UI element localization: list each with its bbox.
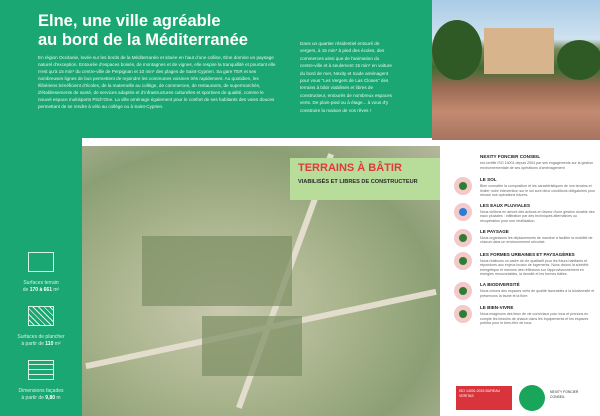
terrains-banner	[290, 158, 440, 200]
stat-unit: m²	[51, 287, 60, 293]
section-text: Nous imaginons des lieux de vie conviviaux pour tous et prenons en compte les besoins de chacun dans les équipements et les espaces publics pour le bien-être de tous.	[480, 311, 589, 326]
soil-icon	[454, 177, 472, 195]
section-formes	[480, 252, 596, 277]
section-sol	[480, 177, 596, 198]
row-eaux	[454, 203, 596, 224]
side-text: Dans un quartier résidentiel entouré de vergers, à 15 min* à pied des écoles, des commerces ainsi que de l'animation du centre-ville et à seulement 15 min* en voiture du bord de mer, Nexity et Icade aménagent pour vous "Les Vergers de Las Closes" des terrains à bâtir viabilisés et libres de constructeur, entourés de nombreux espaces verts. De plain-pied ou à étage... à vous d'y construire la maison de vos rêves !	[300, 41, 392, 113]
facade-brick-icon	[28, 360, 54, 380]
terrain-icon	[28, 252, 54, 272]
section-title: LA BIODIVERSITÉ	[480, 281, 520, 287]
stat-label: Dimensions façades	[18, 388, 64, 394]
row-nexity	[454, 154, 596, 172]
banner-title: TERRAINS À BÂTIR	[298, 162, 402, 174]
nexity-seal-logo	[519, 385, 545, 411]
stat-value: 110	[45, 341, 54, 347]
section-bien-vivre	[480, 305, 596, 326]
stat-prefix: à partir de	[21, 341, 46, 347]
well-being-icon	[454, 305, 472, 323]
row-paysage	[454, 229, 596, 247]
floor-hatch-icon	[28, 306, 54, 326]
section-text: Bien connaître la composition et les caractéristiques de nos terrains et limiter notre intervention sur le sol sont deux conditions obligatoires pour réussir nos opérations futures.	[480, 184, 596, 198]
title-line-1: Elne, une ville agréable	[38, 12, 221, 30]
section-title: NEXITY FONCIER CONSEIL	[480, 154, 541, 159]
stat-label: Surfaces de plancher	[17, 334, 65, 340]
section-nexity	[480, 154, 596, 170]
cloud-icon	[454, 203, 472, 221]
section-text: Nous réalisons un cadre de vie qualitatif pour les futurs habitants et répondons aux enjeux locaux de logements. Nous visons la sobriété énergétique et menons des réflexions sur l'approvisionnement en énergies renouvelables, la densité et les formes bâties.	[480, 258, 589, 277]
urban-forms-icon	[454, 252, 472, 270]
row-biodiversite	[454, 282, 596, 300]
nexity-foncier-logo-text: NEXITY FONCIER CONSEIL	[550, 390, 579, 399]
banner-subtitle: VIABILISÉS ET LIBRES DE CONSTRUCTEUR	[298, 179, 418, 185]
section-paysage	[480, 229, 596, 245]
town-photo	[432, 0, 600, 140]
row-bien-vivre	[454, 305, 596, 326]
section-biodiversite	[480, 282, 596, 298]
section-text: Nous créons des espaces verts de qualité favorables à la biodiversité et préservons la faune et la flore.	[480, 288, 595, 298]
section-title: LES FORMES URBAINES ET PAYSAGÈRES	[480, 251, 575, 257]
row-sol	[454, 177, 596, 198]
iso-certification-logo: ISO 14001:2015 BUREAU VERITAS	[456, 386, 512, 410]
page-title	[38, 12, 288, 50]
stat-value: 170 à 661	[29, 287, 52, 293]
section-text: est certifié ISO 14001 depuis 2004 par ses engagements sur la gestion environnementale de ses opérations d'aménagement	[480, 161, 594, 170]
stat-value: 9,80	[45, 395, 56, 401]
stat-terrain	[0, 252, 82, 294]
stat-prefix: à partir de	[21, 395, 46, 401]
stat-unit: m	[55, 395, 61, 401]
section-eaux	[480, 203, 596, 224]
intro-text: En région Occitanie, lovée sur les bords de la Méditerranée et située en haut d'une colline, Elne domine un paysage naturel d'exception. Entourée d'espaces boisés, de montagnes et de vignes, elle respire la tranquillité et pourtant elle n'est qu'à 15 min* du centre-ville de Perpignan et 10 min* des plages de Saint-Cyprien. Sa gare TER et ses nombreuses lignes de bus permettent de rejoindre les communes voisines très rapidement. Au quotidien, les Illibériens bénéficient d'écoles, de la maternelle au collège, de commerces, de restaurants, de supermarchés, d'établissements de santé, de services adaptés et d'infrastructures culturelles et sportives de qualité, comme le nouvel espace multisports Pitch'One. La ville aménage également pour le confort de ses habitants des voies douces permettant de se rendre à vélo au collège ou à Saint-Cyprien.	[38, 55, 276, 109]
section-title: LES EAUX PLUVIALES	[480, 202, 531, 208]
stat-plancher	[0, 306, 82, 348]
header-band	[0, 0, 432, 138]
biodiversity-icon	[454, 282, 472, 300]
commitments-panel	[440, 146, 600, 382]
stat-prefix: de	[22, 287, 30, 293]
landscape-icon	[454, 229, 472, 247]
stat-label: Surfaces terrain	[23, 280, 59, 286]
row-formes	[454, 252, 596, 277]
section-text: Nous veillons en amont des actions en faveur d'une gestion durable des eaux pluviales : infiltration par des techniques alternatives ou récupération pour une réutilisation.	[480, 209, 595, 223]
section-title: LE SOL	[480, 177, 497, 182]
stat-unit: m²	[53, 341, 61, 347]
section-title: LE BIEN-VIVRE	[480, 304, 514, 310]
section-title: LE PAYSAGE	[480, 228, 509, 234]
stat-facade	[0, 360, 82, 402]
title-line-2: au bord de la Méditerranée	[38, 31, 248, 49]
section-text: Nous organisons les déplacements de manière à faciliter la mobilité de chacun dans un environnement sécurisé.	[480, 235, 593, 245]
